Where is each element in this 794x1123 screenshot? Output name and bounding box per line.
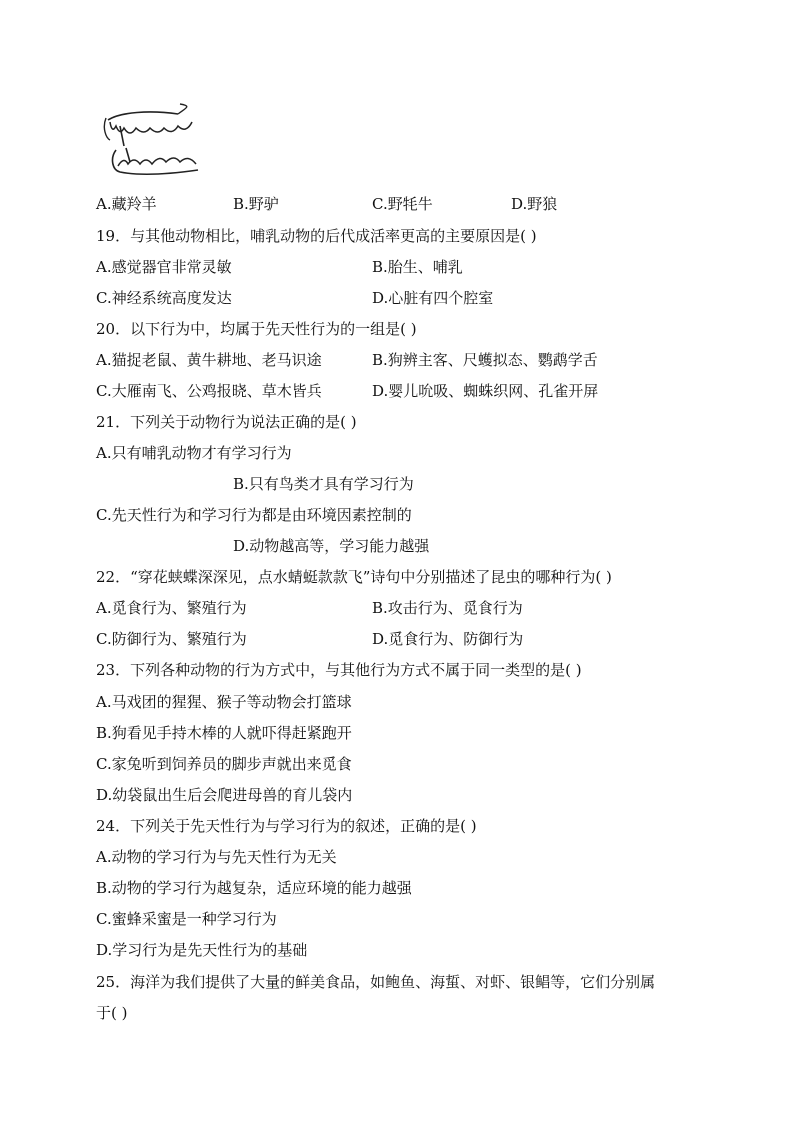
q20-option-d: D.婴儿吮吸、蜘蛛织网、孔雀开屏	[372, 382, 599, 400]
q19-option-c: C.神经系统高度发达	[96, 289, 232, 307]
q22-stem: 22．“穿花蛱蝶深深见，点水蜻蜓款款飞”诗句中分别描述了昆虫的哪种行为( )	[96, 568, 612, 586]
q20-option-b: B.狗辨主客、尺蠖拟态、鹦鹉学舌	[372, 351, 598, 369]
q22-option-c: C.防御行为、繁殖行为	[96, 630, 247, 648]
q23-option-d: D.幼袋鼠出生后会爬进母兽的育儿袋内	[96, 786, 353, 804]
q21-stem: 21．下列关于动物行为说法正确的是( )	[96, 413, 357, 431]
q19-stem: 19．与其他动物相比，哺乳动物的后代成活率更高的主要原因是( )	[96, 227, 537, 245]
q22-option-d: D.觅食行为、防御行为	[372, 630, 524, 648]
q23-option-c: C.家兔听到饲养员的脚步声就出来觅食	[96, 755, 352, 773]
q19-option-a: A.感觉器官非常灵敏	[96, 258, 232, 276]
q24-stem: 24．下列关于先天性行为与学习行为的叙述，正确的是( )	[96, 817, 477, 835]
q21-option-d: D.动物越高等，学习能力越强	[233, 537, 430, 555]
q21-option-c: C.先天性行为和学习行为都是由环境因素控制的	[96, 506, 412, 524]
q18-option-b: B.野驴	[233, 195, 279, 213]
q25-stem-line2: 于( )	[96, 1004, 128, 1022]
q18-option-d: D.野狼	[511, 195, 558, 213]
q24-option-c: C.蜜蜂采蜜是一种学习行为	[96, 910, 277, 928]
q25-stem-line1: 25．海洋为我们提供了大量的鲜美食品，如鲍鱼、海蜇、对虾、银鲳等，它们分别属	[96, 973, 656, 991]
q24-option-d: D.学习行为是先天性行为的基础	[96, 941, 308, 959]
q19-option-d: D.心脏有四个腔室	[372, 289, 494, 307]
q24-option-a: A.动物的学习行为与先天性行为无关	[96, 848, 337, 866]
q22-option-a: A.觅食行为、繁殖行为	[96, 599, 247, 617]
q23-stem: 23．下列各种动物的行为方式中，与其他行为方式不属于同一类型的是( )	[96, 661, 582, 679]
q20-option-a: A.猫捉老鼠、黄牛耕地、老马识途	[96, 351, 322, 369]
q18-option-c: C.野牦牛	[372, 195, 433, 213]
animal-teeth-illustration	[100, 100, 204, 184]
q23-option-a: A.马戏团的猩猩、猴子等动物会打篮球	[96, 693, 352, 711]
q24-option-b: B.动物的学习行为越复杂，适应环境的能力越强	[96, 879, 412, 897]
q19-option-b: B.胎生、哺乳	[372, 258, 463, 276]
q21-option-b: B.只有鸟类才具有学习行为	[233, 475, 414, 493]
q18-option-a: A.藏羚羊	[96, 195, 157, 213]
q20-stem: 20．以下行为中，均属于先天性行为的一组是( )	[96, 320, 417, 338]
q22-option-b: B.攻击行为、觅食行为	[372, 599, 523, 617]
q21-option-a: A.只有哺乳动物才有学习行为	[96, 444, 292, 462]
teeth-icon	[100, 100, 204, 184]
q20-option-c: C.大雁南飞、公鸡报晓、草木皆兵	[96, 382, 322, 400]
q23-option-b: B.狗看见手持木棒的人就吓得赶紧跑开	[96, 724, 352, 742]
